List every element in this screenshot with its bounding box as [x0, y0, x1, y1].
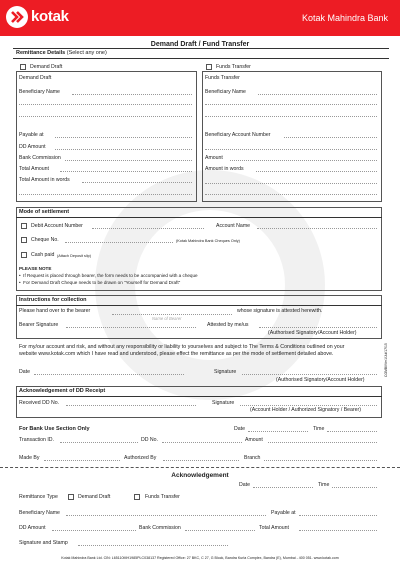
receipt-title: Acknowledgement of DD Receipt [19, 388, 106, 394]
transaction-id-label: Transaction ID. [19, 437, 54, 443]
form-code: COMBI/Ver1/Jul/17/15 [384, 343, 388, 377]
dd-beneficiary-field-3[interactable] [19, 116, 192, 117]
signature-stamp-field[interactable] [78, 545, 228, 546]
note-2-text: For Demand Draft Cheque needs to be drawn on "Yourself for Demand Draft" [23, 280, 181, 285]
funds-transfer-checkbox[interactable] [206, 64, 212, 70]
declaration-date-field[interactable] [34, 374, 184, 375]
ack-funds-transfer-label: Funds Transfer [145, 494, 180, 500]
made-by-label: Made By [19, 455, 40, 461]
remittance-hint: (Select any one) [66, 50, 107, 56]
collection-rule [16, 305, 382, 306]
cash-checkbox[interactable] [21, 252, 27, 258]
received-dd-label: Received DD No. [19, 400, 60, 406]
dd-total-label: Total Amount [19, 166, 49, 172]
bank-name: Kotak Mahindra Bank [301, 13, 388, 23]
ack-commission-field[interactable] [185, 530, 255, 531]
dd-commission-label: Bank Commission [19, 155, 61, 161]
declaration-date-label: Date [19, 369, 30, 375]
dd-beneficiary-field-2[interactable] [19, 104, 192, 105]
dd-amount-label: DD Amount [19, 144, 46, 150]
ack-dd-amount-field[interactable] [52, 530, 136, 531]
cash-note: (Attach Deposit slip) [57, 254, 91, 258]
dd-payable-field[interactable] [55, 137, 192, 138]
declaration-signature-label: Signature [214, 369, 237, 375]
note-1: • If Request is placed through bearer, the form needs to be accompanied with a cheque [19, 273, 198, 278]
declaration-signature-field[interactable] [242, 374, 377, 375]
bank-use-dd-label: DD No. [141, 437, 159, 443]
collection-authorised: (Authorised Signatory/Account Holder) [268, 330, 357, 336]
receipt-signature-field[interactable] [240, 405, 377, 406]
ack-demand-draft-label: Demand Draft [78, 494, 111, 500]
ack-dd-amount-label: DD Amount [19, 525, 46, 531]
attested-label: whose signature is attested herewith. [237, 308, 323, 314]
authorized-by-field[interactable] [163, 460, 239, 461]
bank-use-title: For Bank Use Section Only [19, 426, 90, 432]
attested-by-field[interactable] [259, 327, 377, 328]
bank-use-amount-field[interactable] [268, 442, 377, 443]
ft-account-field-2[interactable] [205, 149, 377, 150]
dd-total-field[interactable] [60, 171, 192, 172]
collection-title: Instructions for collection [19, 297, 87, 303]
bearer-signature-label: Bearer Signature [19, 322, 59, 328]
ack-commission-label: Bank Commission [139, 525, 181, 531]
tear-line [0, 467, 400, 468]
dd-beneficiary-field[interactable] [72, 94, 192, 95]
ft-box-heading: Funds Transfer [205, 75, 240, 81]
dd-box-heading: Demand Draft [19, 75, 52, 81]
ft-amount-label: Amount [205, 155, 223, 161]
ft-amount-words-label: Amount in words [205, 166, 244, 172]
remittance-type-label: Remittance Type [19, 494, 58, 500]
bearer-name-watermark: Name of Bearer [152, 316, 182, 321]
ft-amount-words-field-2[interactable] [205, 183, 377, 184]
remittance-label: Remittance Details [16, 50, 66, 56]
settlement-rule [16, 217, 382, 218]
funds-transfer-option: Funds Transfer [216, 64, 251, 70]
branch-label: Branch [244, 455, 261, 461]
ack-beneficiary-label: Beneficiary Name [19, 510, 60, 516]
declaration-line-2: website www.kotak.com which I have read and understood, please effect the remittance as per the mode of settlement detailed above. [19, 351, 334, 357]
account-name-label: Account Name [216, 223, 251, 229]
cheque-checkbox[interactable] [21, 237, 27, 243]
ft-beneficiary-field-2[interactable] [205, 104, 377, 105]
received-dd-field[interactable] [66, 405, 196, 406]
dd-total-words-label: Total Amount in words [19, 177, 70, 183]
demand-draft-option: Demand Draft [30, 64, 63, 70]
ft-account-field[interactable] [284, 137, 377, 138]
debit-account-checkbox[interactable] [21, 223, 27, 229]
dd-commission-field[interactable] [65, 160, 192, 161]
made-by-field[interactable] [44, 460, 120, 461]
signature-stamp-label: Signature and Stamp [19, 540, 68, 546]
ack-total-label: Total Amount [259, 525, 289, 531]
dd-payable-label: Payable at [19, 132, 44, 138]
ack-funds-transfer-checkbox[interactable] [134, 494, 140, 500]
branch-field[interactable] [264, 460, 377, 461]
form-title: Demand Draft / Fund Transfer [150, 41, 250, 48]
hand-over-label: Please hand over to the bearer [19, 308, 91, 314]
remittance-rule [13, 58, 389, 59]
dd-amount-field[interactable] [55, 149, 192, 150]
bank-use-dd-field[interactable] [162, 442, 242, 443]
ack-total-field[interactable] [299, 530, 377, 531]
declaration-line-1: For my/our account and risk, and without any responsibility or liability to yourselves and subject to The Terms & Conditions outlined on your [19, 344, 345, 350]
ack-time-field[interactable] [332, 487, 377, 488]
footer-text: Kotak Mahindra Bank Ltd. CIN: L65110MH1985PLC038137 Registered Office: 27 BKC, C 27, G Block, Bandra Kurla Complex, Bandra (E), Mumbai - 400 051. www.kotak.com [61, 556, 339, 560]
ft-beneficiary-label: Beneficiary Name [205, 89, 246, 95]
ft-beneficiary-field[interactable] [258, 94, 377, 95]
receipt-holder: (Account Holder / Authorized Signatory / Bearer) [250, 407, 362, 413]
bank-use-time-label: Time [313, 426, 325, 432]
ft-account-label: Beneficiary Account Number [205, 132, 271, 138]
bank-use-time-field[interactable] [327, 431, 377, 432]
note-2: • For Demand Draft Cheque needs to be drawn on "Yourself for Demand Draft" [19, 280, 181, 285]
ack-demand-draft-checkbox[interactable] [68, 494, 74, 500]
ack-beneficiary-field[interactable] [66, 515, 266, 516]
kotak-logo-text: kotak [31, 8, 69, 25]
dd-beneficiary-label: Beneficiary Name [19, 89, 60, 95]
ack-date-label: Date [239, 482, 250, 488]
debit-account-field[interactable] [92, 228, 204, 229]
ack-time-label: Time [318, 482, 330, 488]
title-rule [13, 48, 389, 49]
receipt-signature-label: Signature [212, 400, 235, 406]
transaction-id-field[interactable] [60, 442, 138, 443]
kotak-logo-icon [6, 6, 28, 28]
account-name-field[interactable] [257, 228, 377, 229]
settlement-box [16, 207, 382, 291]
remittance-details-label [16, 50, 107, 56]
cheque-field[interactable] [65, 242, 173, 243]
ack-date-field[interactable] [253, 487, 313, 488]
ft-beneficiary-field-3[interactable] [205, 116, 377, 117]
authorized-by-label: Authorized By [124, 455, 157, 461]
cash-label: Cash paid [31, 252, 55, 258]
bank-use-date-label: Date [234, 426, 245, 432]
ft-amount-words-field[interactable] [256, 171, 377, 172]
bearer-name-field[interactable] [112, 314, 232, 315]
debit-account-label: Debit Account Number [31, 223, 83, 229]
attested-by-label: Attested by me/us [207, 322, 249, 328]
dd-total-words-field-2[interactable] [19, 194, 192, 195]
acknowledgement-title: Acknowledgement [171, 472, 229, 479]
bank-use-date-field[interactable] [248, 431, 308, 432]
settlement-title: Mode of settlement [19, 209, 70, 215]
declaration-authorised: (Authorised Signatory/Account Holder) [276, 377, 365, 383]
ack-payable-field[interactable] [299, 515, 377, 516]
cheque-note: (Kotak Mahindra Bank Cheques Only) [176, 239, 240, 243]
ft-amount-field[interactable] [230, 160, 377, 161]
ack-payable-label: Payable at [271, 510, 296, 516]
please-note-title: PLEASE NOTE [19, 266, 52, 271]
receipt-rule [16, 396, 382, 397]
note-1-text: If Request is placed through bearer, the form needs to be accompanied with a cheque [23, 273, 198, 278]
bank-use-amount-label: Amount [245, 437, 263, 443]
cheque-label: Cheque No. [31, 237, 59, 243]
demand-draft-checkbox[interactable] [20, 64, 26, 70]
dd-total-words-field[interactable] [82, 182, 192, 183]
ft-amount-words-field-3[interactable] [205, 194, 377, 195]
bearer-signature-field[interactable] [66, 327, 196, 328]
